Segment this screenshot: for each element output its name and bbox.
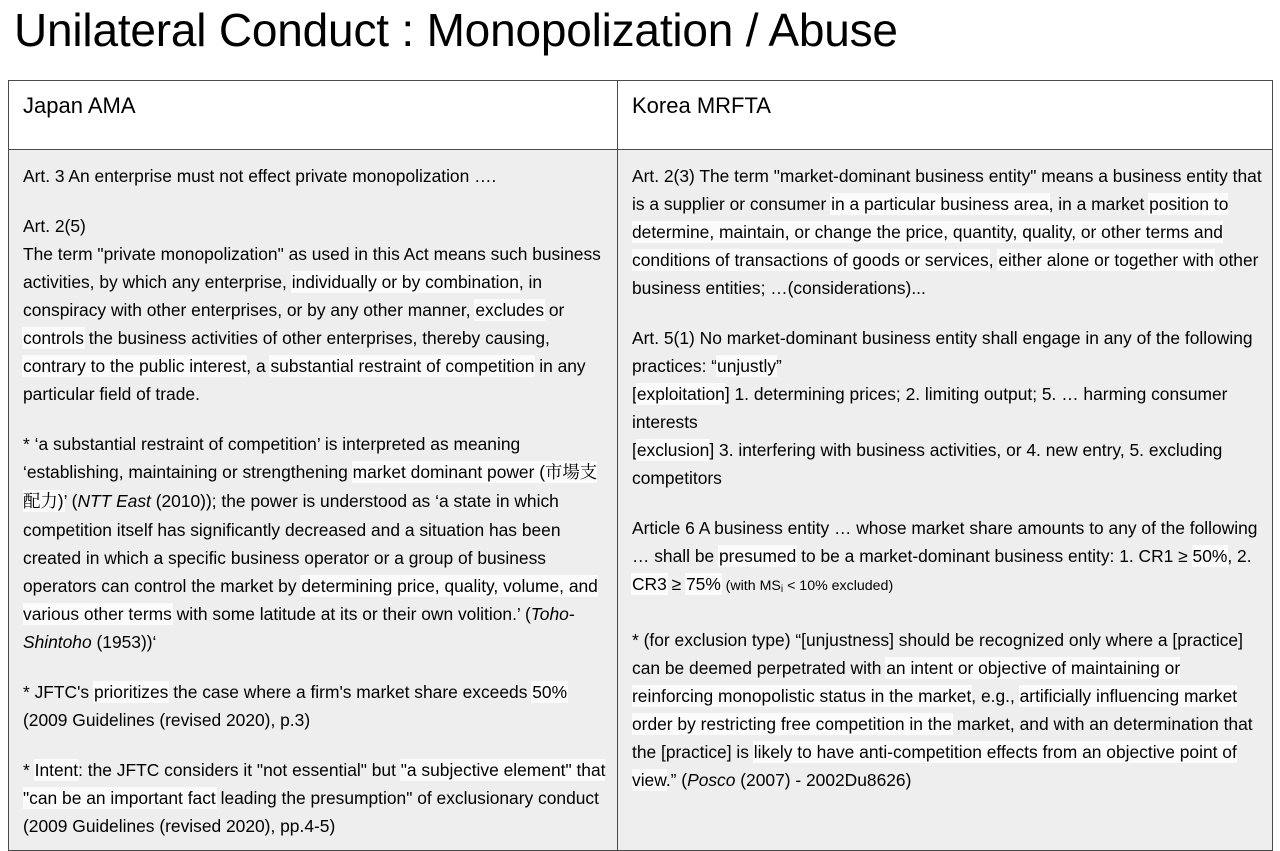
paragraph-kr-article6 bbox=[632, 514, 1262, 604]
text-run: Art. 5(1) No market-dominant business entity shall engage in any of the following practices: “ bbox=[632, 328, 1253, 376]
text-run: or bbox=[544, 300, 565, 320]
highlighted-text-run: market dominant power (市場支配力) bbox=[23, 462, 598, 512]
paragraph-jp-art3: Art. 3 An enterprise must not effect private monopolization …. bbox=[23, 166, 497, 186]
highlighted-text-run: likely to have anti-competition effects from an objective point of view bbox=[632, 742, 1237, 791]
text-run: ] 1. determining prices; 2. limiting output; 5. … harming consumer interests bbox=[632, 384, 1228, 432]
highlighted-text-run: "a subjective element" that "can be an important fact bbox=[23, 760, 606, 808]
text-run: ≥ bbox=[666, 574, 687, 594]
paragraph-kr-art5-1-exploitation bbox=[632, 380, 1262, 436]
text-run: [ bbox=[632, 384, 637, 404]
highlighted-text-run: contrary to the public interest bbox=[23, 356, 247, 376]
highlighted-text-run: unjustly bbox=[717, 356, 777, 376]
text-run: [ bbox=[632, 440, 637, 460]
text-run: , 2. bbox=[1227, 546, 1252, 566]
text-run: (2007) - 2002Du8626) bbox=[735, 770, 912, 791]
text-run: * bbox=[23, 760, 35, 780]
highlighted-text-run: CR3 bbox=[632, 574, 667, 594]
table-header-row bbox=[9, 81, 1273, 150]
highlighted-text-run: Intent bbox=[34, 760, 79, 780]
japanese-term: 市場支配力 bbox=[23, 463, 598, 512]
text-run: , a bbox=[246, 356, 271, 376]
text-run: market, and with an determination that the [practice] is bbox=[632, 714, 1253, 763]
text-run: to be a market-dominant business entity: 1. CR1 ≥ bbox=[796, 546, 1193, 566]
text-run: Art. 2(3) The term "market-dominant business entity" means a business entity that is a supplier or consumer bbox=[632, 166, 1262, 214]
text-run: * ‘a substantial restraint of competition’ is interpreted as meaning ‘establishing, maintaining or strengthening bbox=[23, 434, 521, 482]
paragraph-jp-art2-5-body bbox=[23, 240, 607, 408]
subscript-i: i bbox=[780, 584, 784, 596]
cell-korea-mrfta-content bbox=[618, 150, 1273, 851]
text-run: with some latitude at its or their own volition.’ ( bbox=[171, 604, 531, 624]
text-run: (1953))‘ bbox=[91, 632, 157, 652]
text-run: * JFTC's bbox=[23, 682, 94, 702]
highlighted-text-run: excludes bbox=[475, 300, 545, 320]
comparison-table bbox=[8, 80, 1273, 851]
text-run: , in a market bbox=[1048, 194, 1150, 214]
cell-japan-ama-content bbox=[9, 150, 618, 851]
highlighted-text-run: prioritizes bbox=[93, 682, 169, 702]
text-run bbox=[721, 574, 726, 594]
paragraph-kr-art5-1-head bbox=[632, 324, 1262, 380]
column-header-korea-mrfta: Korea MRFTA bbox=[618, 81, 1273, 150]
text-run: , in conspiracy with other enterprises, or by any other manner, bbox=[23, 272, 543, 320]
text-run: .” ( bbox=[665, 770, 688, 791]
text-run: (2009 Guidelines (revised 2020), p.3) bbox=[23, 710, 311, 730]
text-run: * (for exclusion type) “[unjustness] should be recognized only where a [practice] can be deemed perpetrated with bbox=[632, 630, 1243, 679]
column-header-japan-ama: Japan AMA bbox=[9, 81, 618, 150]
text-run: (2010)); the power is understood as ‘a state in which competition itself has significantly decreased and a situation has been created in which a specific business operator or a group of business operators can control the market by bbox=[23, 491, 561, 596]
highlighted-text-run: substantial restraint of competition bbox=[270, 356, 535, 376]
text-run: in any particular field of trade. bbox=[23, 356, 586, 404]
text-run: The term "private monopolization" as used in this Act means such business activities, by which any enterprise, bbox=[23, 244, 601, 292]
highlighted-text-run: individually or by combination bbox=[291, 272, 519, 292]
highlighted-text-run: presumed bbox=[719, 546, 797, 566]
paragraph-kr-note-exclusion-type bbox=[632, 626, 1262, 794]
highlighted-text-run: artificially influencing market order by restricting free competition in the bbox=[632, 686, 1238, 735]
highlighted-text-run: in a particular business area bbox=[831, 194, 1049, 214]
case-name-posco: Posco bbox=[687, 770, 736, 791]
text-run: leading the presumption" of exclusionary conduct (2009 Guidelines (revised 2020), pp.4-5) bbox=[23, 788, 599, 836]
paragraph-kr-art2-3 bbox=[632, 162, 1262, 302]
highlighted-text-run: either alone or together with bbox=[998, 250, 1214, 270]
table-row bbox=[9, 150, 1273, 851]
paragraph-kr-art5-1-exclusion bbox=[632, 436, 1262, 492]
page-title: Unilateral Conduct : Monopolization / Abuse bbox=[14, 4, 898, 56]
highlighted-text-run: 50% bbox=[1192, 546, 1228, 566]
text-run: ” bbox=[776, 356, 782, 376]
text-run: the business activities of other enterprises, thereby causing, bbox=[83, 328, 550, 348]
paragraph-jp-note-intent bbox=[23, 756, 607, 840]
paragraph-jp-art2-5-label: Art. 2(5) bbox=[23, 216, 86, 236]
highlighted-text-run: 50% bbox=[532, 682, 568, 702]
text-run: other business entities; …(considerations)... bbox=[632, 250, 1259, 298]
article6-footnote: (with $MS_i < 10\%$ excluded) bbox=[725, 578, 894, 596]
text-run: , bbox=[988, 250, 999, 270]
text-run: Article 6 A business entity … whose market share amounts to any of the following … shall be bbox=[632, 518, 1258, 566]
highlighted-text-run: an intent or objective of maintaining or reinforcing monopolistic status in the market bbox=[632, 658, 1181, 707]
highlighted-text-run: exclusion bbox=[636, 440, 710, 460]
case-name-toho-shintoho: Toho-Shintoho bbox=[23, 604, 575, 652]
paragraph-jp-note-jftc-share bbox=[23, 678, 607, 734]
case-name-ntt-east: NTT East bbox=[77, 491, 151, 511]
highlighted-text-run: exploitation bbox=[636, 384, 725, 404]
text-run: the case where a firm's market share exceeds bbox=[168, 682, 533, 702]
highlighted-text-run: controls bbox=[23, 328, 84, 348]
highlighted-text-run: position to determine, maintain, or change the price, quantity, quality, or other terms and conditions of transactions of goods or services bbox=[632, 194, 1229, 270]
paragraph-jp-note-substantial-restraint bbox=[23, 430, 607, 656]
text-run: : the JFTC considers it "not essential" but bbox=[78, 760, 401, 780]
text-run: , e.g., bbox=[971, 686, 1020, 707]
text-run: ’ ( bbox=[63, 491, 78, 511]
text-run: ] 3. interfering with business activities, or 4. new entry, 5. excluding competitors bbox=[632, 440, 1223, 488]
highlighted-text-run: determining price, quality, volume, and various other terms bbox=[23, 576, 598, 624]
highlighted-text-run: 75% bbox=[686, 574, 721, 594]
